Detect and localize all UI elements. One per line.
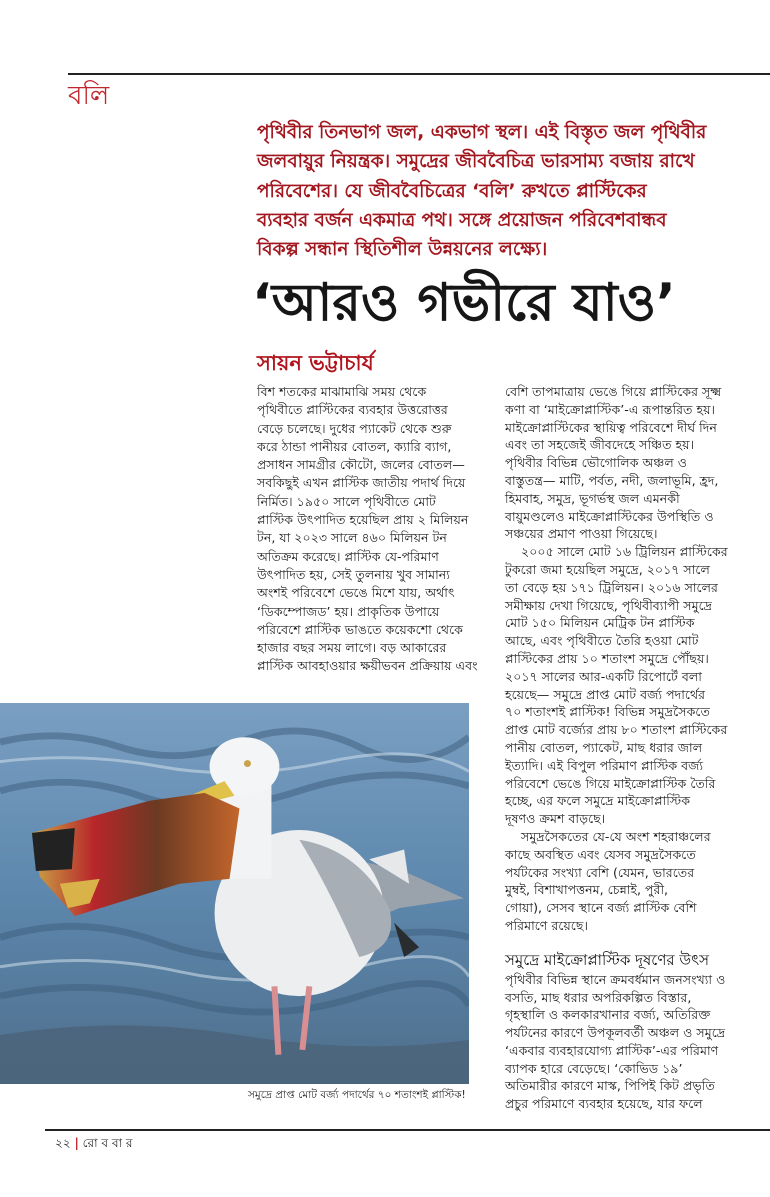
body-text-line: মাইক্রোপ্লাস্টিকের স্থায়িত্ব পরিবেশে দীর্ঘ দিন — [505, 419, 717, 435]
body-text-line: হচ্ছে, এর ফলে সমুদ্রে মাইক্রোপ্লাস্টিক — [505, 793, 691, 809]
body-text-line: পর্যটনের কারণে উপকূলবর্তী অঞ্চল ও সমুদ্রে — [505, 1025, 726, 1041]
body-column-2 — [505, 383, 768, 1113]
body-text-line: প্রসাধন সামগ্রীর কৌটো, জলের বোতল— — [257, 457, 465, 473]
body-text-line: নির্মিত। ১৯৫০ সালে পৃথিবীতে মোট — [257, 493, 436, 509]
dek-line: ব্যবহার বর্জন একমাত্র পথ। সঙ্গে প্রয়োজন পরিবেশবান্ধব — [257, 209, 667, 231]
page-number: ২২ — [55, 1136, 71, 1150]
dek-line: পরিবেশের। যে জীববৈচিত্রের ‘বলি’ রুখতে প্লাস্টিকের — [257, 180, 647, 202]
body-text-line: ২০০৫ সালে মোট ১৬ ট্রিলিয়ন প্লাস্টিকের — [521, 544, 728, 560]
subheading: সমুদ্রে মাইক্রোপ্লাস্টিক দূষণের উৎস — [505, 950, 710, 969]
body-text-line: বাস্তুতন্ত্র— মাটি, পর্বত, নদী, জলাভূমি, হ্রদ, — [505, 472, 719, 488]
body-text-line: এবং তা সহজেই জীবদেহে সঞ্চিত হয়। — [505, 437, 695, 453]
paragraph-gap — [505, 935, 768, 949]
body-text-line: ব্যাপক হারে বেড়েছে। ‘কোভিড ১৯’ — [505, 1060, 683, 1076]
body-text-line: বেশি তাপমাত্রায় ভেঙে গিয়ে প্লাস্টিকের সূক্ষ্ম — [505, 384, 722, 399]
body-text-line: বিশ শতকের মাঝামাঝি সময় থেকে — [257, 384, 427, 399]
body-text-line: আছে, এবং পৃথিবীতে তৈরি হওয়া মোট — [505, 633, 699, 649]
author-byline: সায়ন ভট্টাচার্য — [257, 351, 374, 375]
standfirst — [257, 118, 767, 264]
body-text-line: মোট ১৫০ মিলিয়ন মেট্রিক টন প্লাস্টিক — [505, 615, 695, 631]
body-text-line: অংশই পরিবেশে ভেঙে মিশে যায়, অর্থাৎ — [257, 585, 455, 601]
body-text-line: পৃথিবীর বিভিন্ন স্থানে ক্রমবর্ধমান জনসংখ্যা ও — [505, 971, 726, 987]
body-text-line: ‘ডিকম্পোজড’ হয়। প্রাকৃতিক উপায়ে — [257, 603, 440, 619]
body-text-line: কাছে অবস্থিত এবং যেসব সমুদ্রসৈকতে — [505, 846, 696, 862]
body-text-line: প্লাস্টিকের প্রায় ১০ শতাংশ সমুদ্রে পৌঁছয়। — [505, 650, 709, 666]
body-text-line: অতিক্রম করেছে। প্লাস্টিক যে-পরিমাণ — [257, 548, 439, 564]
seagull-photo — [0, 703, 469, 1084]
body-text-line: প্লাস্টিক উৎপাদিত হয়েছিল প্রায় ২ মিলিয়ন — [257, 512, 469, 528]
dek-line: বিকল্প সন্ধান স্থিতিশীল উন্নয়নের লক্ষ্যে। — [257, 239, 548, 261]
body-text-line: বসতি, মাছ ধরার অপরিকল্পিত বিস্তার, — [505, 989, 692, 1005]
footer-separator: | — [74, 1136, 79, 1150]
body-text-line: পৃথিবীতে প্লাস্টিকের ব্যবহার উত্তরোত্তর — [257, 402, 448, 418]
body-text-line: উৎপাদিত হয়, সেই তুলনায় খুব সামান্য — [257, 566, 450, 582]
body-text-line: পৃথিবীর বিভিন্ন ভৌগোলিক অঞ্চল ও — [505, 455, 688, 471]
body-text-line: বেড়ে চলেছে। দুধের প্যাকেট থেকে শুরু — [257, 420, 452, 436]
body-text-line: দূষণও ক্রমশ বাড়ছে। — [505, 811, 606, 827]
body-text-line: তা বেড়ে হয় ১৭১ ট্রিলিয়ন। ২০১৬ সালের — [505, 579, 718, 595]
body-text-line: করে ঠান্ডা পানীয়র বোতল, ক্যারি ব্যাগ, — [257, 438, 452, 454]
body-text-line: হয়েছে— সমুদ্রে প্রাপ্ত মোট বর্জ্য পদার্থের — [505, 686, 706, 702]
body-text-line: সমীক্ষায় দেখা গিয়েছে, পৃথিবীব্যাপী সমুদ্রে — [505, 597, 713, 613]
body-text-line: ‘একবার ব্যবহারযোগ্য প্লাস্টিক’-এর পরিমাণ — [505, 1042, 719, 1058]
body-text-line: পর্যটকের সংখ্যা বেশি (যেমন, ভারতের — [505, 864, 695, 880]
body-text-line: গৃহস্থালি ও কলকারখানার বর্জ্য, অতিরিক্ত — [505, 1007, 711, 1023]
body-text-line: হাজার বছর সময় লাগে। বড় আকারের — [257, 640, 447, 656]
body-text-line: বায়ুমণ্ডলেও মাইক্রোপ্লাস্টিকের উপস্থিতি ও — [505, 508, 714, 524]
photo-caption: সমুদ্রে প্রাপ্ত মোট বর্জ্য পদার্থের ৭০ শতাংশই প্লাস্টিক! — [248, 1089, 466, 1101]
body-text-line: সঞ্চয়ের প্রমাণ পাওয়া গিয়েছে। — [505, 526, 658, 542]
body-text-line: প্রাপ্ত মোট বর্জ্যের প্রায় ৮০ শতাংশ প্লাস্টিকের — [505, 722, 728, 738]
body-text-line: প্লাস্টিক আবহাওয়ার ক্ষয়ীভবন প্রক্রিয়ায় এবং — [257, 658, 478, 674]
body-text-line: ইত্যাদি। এই বিপুল পরিমাণ প্লাস্টিক বর্জ্য — [505, 757, 704, 773]
body-text-line: সবকিছুই এখন প্লাস্টিক জাতীয় পদার্থ দিয়ে — [257, 475, 466, 491]
body-text-line: পরিবেশে প্লাস্টিক ভাঙতে কয়েকশো থেকে — [257, 621, 463, 637]
article-title: ‘আরও গভীরে যাও’ — [252, 273, 676, 333]
body-text-line: টুকরো জমা হয়েছিল সমুদ্রে, ২০১৭ সালে — [505, 561, 710, 577]
section-label: বলি — [68, 81, 110, 111]
body-text-line: গোয়া), সেসব স্থানে বর্জ্য প্লাস্টিক বেশি — [505, 900, 697, 916]
body-text-line: প্রচুর পরিমাণে ব্যবহার হয়েছে, যার ফলে — [505, 1096, 703, 1112]
page-footer — [55, 1135, 133, 1155]
footer-rule — [45, 1129, 770, 1131]
body-text-line: ২০১৭ সালের আর-একটি রিপোর্টে বলা — [505, 668, 702, 684]
body-text-line: মুম্বই, বিশাখাপত্তনম, চেন্নাই, পুরী, — [505, 882, 669, 898]
body-text-line: পানীয় বোতল, প্যাকেট, মাছ ধরার জাল — [505, 739, 703, 755]
body-column-1 — [257, 383, 493, 676]
body-text-line: পরিমাণে রয়েছে। — [505, 917, 589, 933]
body-text-line: ৭০ শতাংশই প্লাস্টিক! বিভিন্ন সমুদ্রসৈকতে — [505, 704, 710, 720]
body-text-line: কণা বা ‘মাইক্রোপ্লাস্টিক’-এ রূপান্তরিত হয়। — [505, 401, 715, 417]
header-rule — [68, 73, 770, 75]
dek-line: পৃথিবীর তিনভাগ জল, একভাগ স্থল। এই বিস্তৃত জল পৃথিবীর — [257, 122, 707, 143]
body-text-line: সমুদ্রসৈকতের যে-যে অংশ শহরাঞ্চলের — [521, 828, 711, 844]
body-text-line: হিমবাহ, সমুদ্র, ভূগর্ভস্থ জল এমনকী — [505, 490, 680, 506]
body-text-line: পরিবেশে ভেঙে গিয়ে মাইক্রোপ্লাস্টিক তৈরি — [505, 775, 716, 791]
body-text-line: টন, যা ২০২৩ সালে ৪৬০ মিলিয়ন টন — [257, 530, 447, 546]
body-text-line: অতিমারীর কারণে মাস্ক, পিপিই কিট প্রভৃতি — [505, 1078, 715, 1094]
magazine-name: রো ব বা র — [82, 1136, 133, 1150]
dek-line: জলবায়ুর নিয়ন্ত্রক। সমুদ্রের জীববৈচিত্র ভারসাম্য বজায় রাখে — [257, 151, 695, 173]
